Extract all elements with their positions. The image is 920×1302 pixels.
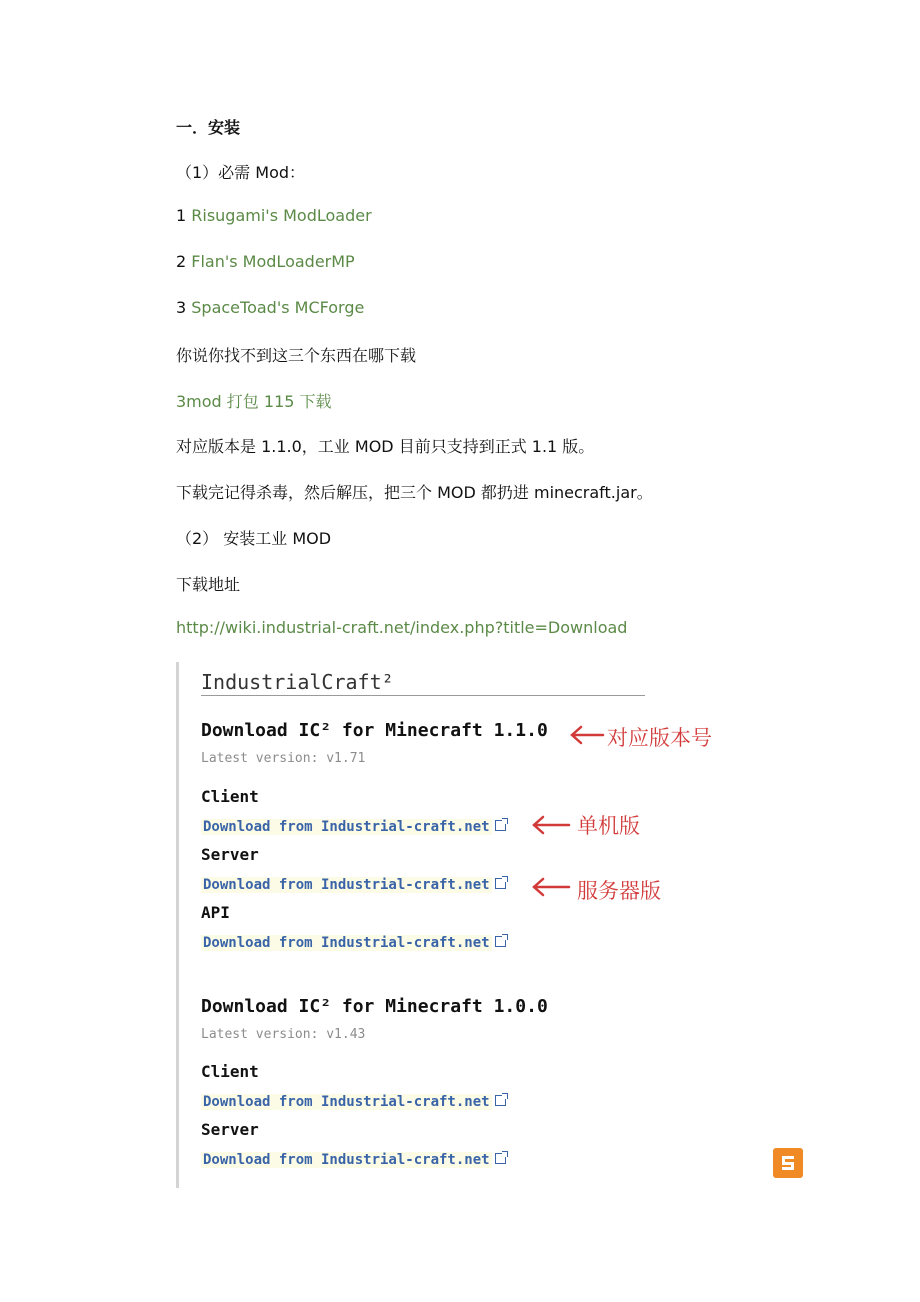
external-link-icon [495,936,506,947]
mod-link-modloader[interactable]: Risugami's ModLoader [191,206,372,225]
server-label: Server [201,1120,259,1139]
mod-number: 2 [176,252,192,271]
annotation-version: 对应版本号 [607,726,712,750]
required-mod-label: （1）必需 Mod： [176,163,306,182]
s-logo-icon [773,1148,803,1178]
server-download-link[interactable]: Download from Industrial-craft.net [203,1152,490,1168]
download-url-link[interactable]: http://wiki.industrial-craft.net/index.php?title=Download [176,618,628,637]
client-download-link[interactable]: Download from Industrial-craft.net [203,819,490,835]
annotation-client: 单机版 [577,814,640,838]
latest-version-1-1-0: Latest version: v1.71 [201,751,366,766]
server-download-link[interactable]: Download from Industrial-craft.net [203,877,490,893]
download-row [201,816,506,835]
section-heading: 一．安装 [176,118,241,137]
annotation-arrow-icon [531,875,571,899]
mod-link-modloadermp[interactable]: Flan's ModLoaderMP [191,252,355,271]
site-title: IndustrialCraft² [201,670,394,694]
external-link-icon [495,820,506,831]
api-label: API [201,903,230,922]
external-link-icon [495,1095,506,1106]
client-label: Client [201,787,259,806]
bundle-download-link[interactable]: 3mod 打包 115 下载 [176,392,332,411]
install-ic-label: （2） 安装工业 MOD [176,529,332,548]
download-row [201,874,506,893]
server-label: Server [201,845,259,864]
download-row [201,932,506,951]
list-item [176,252,355,271]
title-divider [201,695,645,696]
download-heading-1-1-0: Download IC² for Minecraft 1.1.0 [201,720,548,741]
mod-link-mcforge[interactable]: SpaceToad's MCForge [191,298,365,317]
download-row [201,1091,506,1110]
client-download-link[interactable]: Download from Industrial-craft.net [203,1094,490,1110]
download-row [201,1149,506,1168]
list-item [176,298,364,317]
download-address-label: 下载地址 [176,575,241,594]
extract-note: 下载完记得杀毒，然后解压，把三个 MOD 都扔进 minecraft.jar。 [176,483,653,502]
embedded-screenshot [176,662,739,1188]
list-item [176,206,372,225]
external-link-icon [495,878,506,889]
api-download-link[interactable]: Download from Industrial-craft.net [203,935,490,951]
mod-number: 3 [176,298,192,317]
client-label: Client [201,1062,259,1081]
annotation-arrow-icon [569,723,605,747]
annotation-server: 服务器版 [577,879,661,903]
mod-number: 1 [176,206,192,225]
annotation-arrow-icon [531,813,571,837]
latest-version-1-0-0: Latest version: v1.43 [201,1027,366,1042]
download-heading-1-0-0: Download IC² for Minecraft 1.0.0 [201,996,548,1017]
external-link-icon [495,1153,506,1164]
version-note: 对应版本是 1.1.0，工业 MOD 目前只支持到正式 1.1 版。 [176,437,595,456]
where-download-text: 你说你找不到这三个东西在哪下载 [176,346,417,365]
